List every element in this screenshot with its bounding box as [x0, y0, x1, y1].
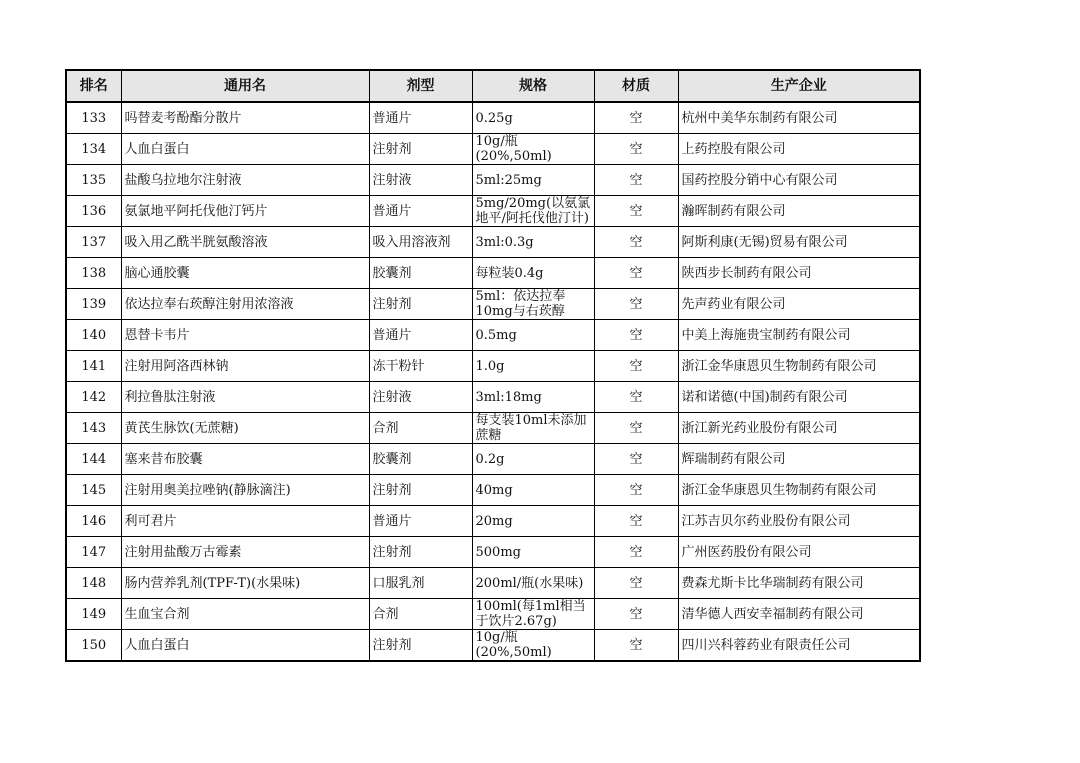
cell-rank: 139 — [66, 289, 121, 320]
table-row — [66, 258, 920, 289]
cell-specification: 10g/瓶(20%,50ml) — [472, 134, 594, 165]
cell-material: 空 — [594, 134, 678, 165]
cell-material: 空 — [594, 599, 678, 630]
cell-material: 空 — [594, 289, 678, 320]
cell-manufacturer: 浙江金华康恩贝生物制药有限公司 — [678, 351, 920, 382]
cell-manufacturer: 费森尤斯卡比华瑞制药有限公司 — [678, 568, 920, 599]
drug-ranking-table — [65, 69, 921, 662]
cell-rank: 133 — [66, 102, 121, 134]
cell-manufacturer: 先声药业有限公司 — [678, 289, 920, 320]
cell-manufacturer: 浙江新光药业股份有限公司 — [678, 413, 920, 444]
cell-generic-name: 肠内营养乳剂(TPF-T)(水果味) — [121, 568, 369, 599]
cell-rank: 148 — [66, 568, 121, 599]
cell-rank: 135 — [66, 165, 121, 196]
cell-generic-name: 人血白蛋白 — [121, 134, 369, 165]
cell-material: 空 — [594, 413, 678, 444]
cell-rank: 147 — [66, 537, 121, 568]
cell-specification: 5ml:25mg — [472, 165, 594, 196]
header-generic-name: 通用名 — [121, 70, 369, 102]
cell-specification: 5mg/20mg(以氨氯地平/阿托伐他汀计) — [472, 196, 594, 227]
cell-generic-name: 利拉鲁肽注射液 — [121, 382, 369, 413]
cell-manufacturer: 四川兴科蓉药业有限责任公司 — [678, 630, 920, 662]
cell-generic-name: 塞来昔布胶囊 — [121, 444, 369, 475]
table-row — [66, 568, 920, 599]
cell-manufacturer: 诺和诺德(中国)制药有限公司 — [678, 382, 920, 413]
cell-material: 空 — [594, 630, 678, 662]
header-dosage-form: 剂型 — [369, 70, 472, 102]
cell-dosage-form: 口服乳剂 — [369, 568, 472, 599]
cell-specification: 10g/瓶(20%,50ml) — [472, 630, 594, 662]
cell-rank: 137 — [66, 227, 121, 258]
cell-manufacturer: 上药控股有限公司 — [678, 134, 920, 165]
cell-dosage-form: 普通片 — [369, 102, 472, 134]
table-row — [66, 630, 920, 662]
cell-rank: 150 — [66, 630, 121, 662]
table-row — [66, 537, 920, 568]
cell-dosage-form: 普通片 — [369, 196, 472, 227]
cell-dosage-form: 注射剂 — [369, 475, 472, 506]
cell-generic-name: 人血白蛋白 — [121, 630, 369, 662]
table-row — [66, 413, 920, 444]
cell-manufacturer: 清华德人西安幸福制药有限公司 — [678, 599, 920, 630]
cell-dosage-form: 合剂 — [369, 599, 472, 630]
cell-generic-name: 注射用盐酸万古霉素 — [121, 537, 369, 568]
cell-rank: 142 — [66, 382, 121, 413]
cell-manufacturer: 阿斯利康(无锡)贸易有限公司 — [678, 227, 920, 258]
cell-generic-name: 依达拉奉右莰醇注射用浓溶液 — [121, 289, 369, 320]
cell-material: 空 — [594, 165, 678, 196]
table-row — [66, 444, 920, 475]
cell-dosage-form: 冻干粉针 — [369, 351, 472, 382]
cell-rank: 145 — [66, 475, 121, 506]
cell-specification: 0.25g — [472, 102, 594, 134]
table-row — [66, 134, 920, 165]
cell-generic-name: 黄芪生脉饮(无蔗糖) — [121, 413, 369, 444]
cell-specification: 200ml/瓶(水果味) — [472, 568, 594, 599]
header-specification: 规格 — [472, 70, 594, 102]
cell-generic-name: 生血宝合剂 — [121, 599, 369, 630]
cell-material: 空 — [594, 444, 678, 475]
cell-specification: 100ml(每1ml相当于饮片2.67g) — [472, 599, 594, 630]
cell-dosage-form: 胶囊剂 — [369, 444, 472, 475]
cell-dosage-form: 注射剂 — [369, 630, 472, 662]
table-row — [66, 227, 920, 258]
cell-rank: 144 — [66, 444, 121, 475]
cell-generic-name: 利可君片 — [121, 506, 369, 537]
header-row — [66, 70, 920, 102]
cell-manufacturer: 江苏吉贝尔药业股份有限公司 — [678, 506, 920, 537]
cell-manufacturer: 陕西步长制药有限公司 — [678, 258, 920, 289]
header-manufacturer: 生产企业 — [678, 70, 920, 102]
cell-rank: 149 — [66, 599, 121, 630]
table-row — [66, 599, 920, 630]
cell-dosage-form: 注射剂 — [369, 537, 472, 568]
cell-specification: 3ml:0.3g — [472, 227, 594, 258]
cell-specification: 0.5mg — [472, 320, 594, 351]
cell-specification: 40mg — [472, 475, 594, 506]
cell-dosage-form: 注射液 — [369, 382, 472, 413]
table-row — [66, 289, 920, 320]
table-row — [66, 506, 920, 537]
cell-manufacturer: 杭州中美华东制药有限公司 — [678, 102, 920, 134]
cell-generic-name: 脑心通胶囊 — [121, 258, 369, 289]
cell-dosage-form: 注射液 — [369, 165, 472, 196]
cell-material: 空 — [594, 475, 678, 506]
cell-manufacturer: 国药控股分销中心有限公司 — [678, 165, 920, 196]
cell-specification: 500mg — [472, 537, 594, 568]
cell-specification: 0.2g — [472, 444, 594, 475]
cell-specification: 20mg — [472, 506, 594, 537]
cell-specification: 5ml：依达拉奉10mg与右莰醇 — [472, 289, 594, 320]
table-row — [66, 382, 920, 413]
cell-rank: 134 — [66, 134, 121, 165]
cell-specification: 每粒装0.4g — [472, 258, 594, 289]
cell-generic-name: 注射用阿洛西林钠 — [121, 351, 369, 382]
table-row — [66, 196, 920, 227]
cell-rank: 136 — [66, 196, 121, 227]
cell-rank: 138 — [66, 258, 121, 289]
cell-generic-name: 吗替麦考酚酯分散片 — [121, 102, 369, 134]
cell-manufacturer: 浙江金华康恩贝生物制药有限公司 — [678, 475, 920, 506]
cell-dosage-form: 普通片 — [369, 506, 472, 537]
cell-material: 空 — [594, 320, 678, 351]
table-row — [66, 351, 920, 382]
cell-material: 空 — [594, 506, 678, 537]
cell-generic-name: 氨氯地平阿托伐他汀钙片 — [121, 196, 369, 227]
cell-material: 空 — [594, 568, 678, 599]
cell-manufacturer: 辉瑞制药有限公司 — [678, 444, 920, 475]
cell-manufacturer: 中美上海施贵宝制药有限公司 — [678, 320, 920, 351]
cell-generic-name: 盐酸乌拉地尔注射液 — [121, 165, 369, 196]
cell-material: 空 — [594, 351, 678, 382]
cell-dosage-form: 合剂 — [369, 413, 472, 444]
cell-dosage-form: 胶囊剂 — [369, 258, 472, 289]
cell-specification: 1.0g — [472, 351, 594, 382]
cell-material: 空 — [594, 258, 678, 289]
cell-rank: 141 — [66, 351, 121, 382]
cell-specification: 3ml:18mg — [472, 382, 594, 413]
cell-dosage-form: 普通片 — [369, 320, 472, 351]
cell-generic-name: 吸入用乙酰半胱氨酸溶液 — [121, 227, 369, 258]
cell-material: 空 — [594, 537, 678, 568]
cell-material: 空 — [594, 102, 678, 134]
cell-material: 空 — [594, 196, 678, 227]
table-row — [66, 320, 920, 351]
cell-material: 空 — [594, 227, 678, 258]
table-row — [66, 165, 920, 196]
cell-specification: 每支装10ml未添加蔗糖 — [472, 413, 594, 444]
cell-rank: 146 — [66, 506, 121, 537]
cell-material: 空 — [594, 382, 678, 413]
cell-rank: 143 — [66, 413, 121, 444]
cell-rank: 140 — [66, 320, 121, 351]
table-row — [66, 475, 920, 506]
cell-generic-name: 注射用奥美拉唑钠(静脉滴注) — [121, 475, 369, 506]
header-material: 材质 — [594, 70, 678, 102]
cell-dosage-form: 注射剂 — [369, 289, 472, 320]
cell-dosage-form: 吸入用溶液剂 — [369, 227, 472, 258]
cell-manufacturer: 瀚晖制药有限公司 — [678, 196, 920, 227]
cell-generic-name: 恩替卡韦片 — [121, 320, 369, 351]
cell-manufacturer: 广州医药股份有限公司 — [678, 537, 920, 568]
table-row — [66, 102, 920, 134]
header-rank: 排名 — [66, 70, 121, 102]
cell-dosage-form: 注射剂 — [369, 134, 472, 165]
